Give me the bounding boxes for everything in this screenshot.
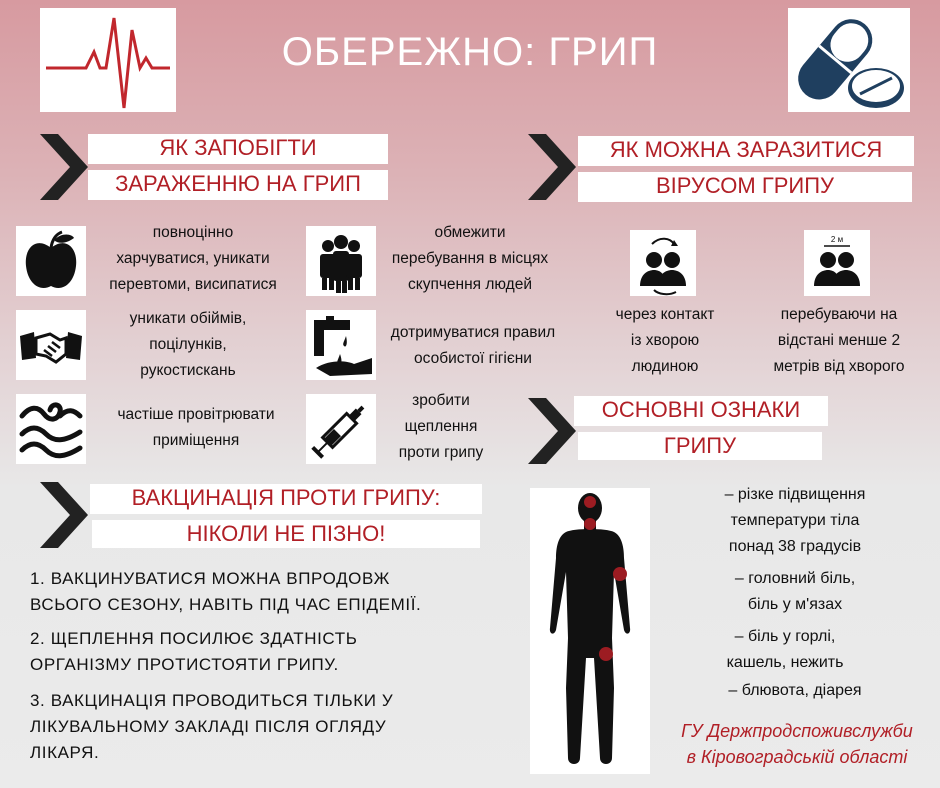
infection-item-2 [754,302,924,380]
text-line: проти грипу [398,444,484,461]
text-line: – біль у горлі, [734,628,836,645]
infection-heading-2: ВІРУСОМ ГРИПУ [578,172,912,202]
prevention-item-4 [378,320,568,372]
text-line: ГУ Держпродспоживслужби [681,721,913,741]
text-line: метрів від хворого [773,358,905,375]
text-line: понад 38 градусів [728,538,862,555]
distance-people-icon [804,230,870,296]
body-figure-image [530,488,650,774]
crowd-icon [306,226,376,296]
text-line: 2. ЩЕПЛЕННЯ ПОСИЛЮЄ ЗДАТНІСТЬ [30,629,358,648]
prevention-item-5 [96,402,296,454]
chevron-right-icon [40,482,90,548]
symptom-3 [690,624,880,676]
symptoms-heading-2: ГРИПУ [578,432,822,460]
text-line: 3. ВАКЦИНАЦІЯ ПРОВОДИТЬСЯ ТІЛЬКИ У [30,691,394,710]
text-line: ЛІКАРЯ. [30,743,100,762]
chevron-right-icon [40,134,90,200]
page-title: ОБЕРЕЖНО: ГРИП [281,30,659,74]
signature [662,718,932,770]
infection-heading-1: ЯК МОЖНА ЗАРАЗИТИСЯ [578,136,914,166]
text-line: в Кіровоградській області [686,747,908,767]
infection-item-1 [600,302,730,380]
contact-people-icon [630,230,696,296]
prevention-heading-1: ЯК ЗАПОБІГТИ [88,134,388,164]
prevention-item-2 [372,220,568,298]
vaccination-heading-2: НІКОЛИ НЕ ПІЗНО! [92,520,480,548]
text-line: рукостискань [140,362,236,379]
vaccination-point-1 [30,566,500,618]
text-line: зробити [412,392,470,409]
text-line: поцілунків, [149,336,227,353]
vaccination-point-3 [30,688,500,766]
symptom-1 [690,482,900,560]
text-line: перевтоми, висипатися [109,276,277,293]
text-line: частіше провітрювати [117,406,275,423]
apple-icon [16,226,86,296]
text-line: перебуваючи на [780,306,898,323]
text-line: повноцінно [152,224,234,241]
symptom-4 [690,678,900,704]
syringe-icon [306,394,376,464]
text-line: – головний біль, [734,570,856,587]
text-line: особистої гігієни [414,350,532,367]
text-line: кашель, нежить [726,654,844,671]
symptom-2 [690,566,900,618]
prevention-item-1 [88,220,298,298]
prevention-item-3 [98,306,278,384]
prevention-item-6 [384,388,498,466]
text-line: приміщення [152,432,240,449]
text-line: температури тіла [730,512,860,529]
text-line: людиною [631,358,699,375]
hand-wash-icon [306,310,376,380]
vaccination-point-2 [30,626,500,678]
chevron-right-icon [528,398,578,464]
text-line: щеплення [404,418,478,435]
distance-badge: 2 м [830,235,844,244]
text-line: ЛІКУВАЛЬНОМУ ЗАКЛАДІ ПІСЛЯ ОГЛЯДУ [30,717,387,736]
text-line: через контакт [615,306,715,323]
text-line: – блювота, діарея [728,682,862,699]
text-line: біль у м'язах [747,596,843,613]
text-line: дотримуватися правил [390,324,556,341]
text-line: – різке підвищення [724,486,866,503]
text-line: відстані менше 2 [777,332,901,349]
vaccination-heading-1: ВАКЦИНАЦІЯ ПРОТИ ГРИПУ: [90,484,482,514]
text-line: ОРГАНІЗМУ ПРОТИСТОЯТИ ГРИПУ. [30,655,339,674]
text-line: ВСЬОГО СЕЗОНУ, НАВІТЬ ПІД ЧАС ЕПІДЕМІЇ. [30,595,422,614]
text-line: 1. ВАКЦИНУВАТИСЯ МОЖНА ВПРОДОВЖ [30,569,390,588]
text-line: із хворою [630,332,700,349]
text-line: уникати обіймів, [129,310,247,327]
handshake-icon [16,310,86,380]
text-line: перебування в місцях [391,250,549,267]
prevention-heading-2: ЗАРАЖЕННЮ НА ГРИП [88,170,388,200]
text-line: скупчення людей [407,276,532,293]
text-line: обмежити [434,224,506,241]
chevron-right-icon [528,134,578,200]
text-line: харчуватися, уникати [116,250,270,267]
symptoms-heading-1: ОСНОВНІ ОЗНАКИ [574,396,828,426]
human-body-icon [530,488,650,774]
air-waves-icon [16,394,86,464]
